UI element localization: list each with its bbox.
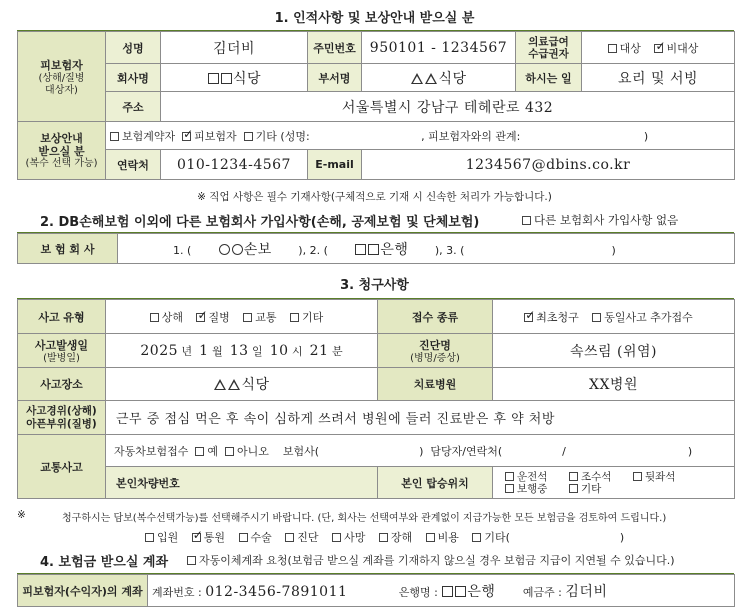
job-label: 하시는 일: [516, 64, 582, 92]
accident-date-field[interactable]: 2025 년 1 월 13 일 10 시 21 분: [106, 334, 378, 368]
account-holder-field[interactable]: 김더비: [565, 583, 608, 600]
account-table: [17, 574, 735, 607]
traffic-accident-label: 교통사고: [18, 435, 106, 499]
plate-label: 본인차량번호: [106, 467, 378, 499]
job-field[interactable]: 요리 및 서빙: [582, 64, 735, 92]
type-other-checkbox[interactable]: [290, 313, 299, 322]
accident-place-label: 사고장소: [18, 368, 106, 401]
auto-yes-checkbox[interactable]: [195, 447, 204, 456]
coverage-other-checkbox[interactable]: [472, 533, 481, 542]
name-field[interactable]: 김더비: [161, 32, 308, 64]
auto-insurance-row: 자동차보험접수 예 아니오 보험사( ) 담당자/연락처( / ): [106, 435, 735, 467]
name-label: 성명: [106, 32, 161, 64]
accident-place-field[interactable]: 식당: [106, 368, 378, 401]
seat-options: 운전석 조수석 뒷좌석 보행중 기타: [493, 467, 735, 499]
hospital-label: 치료병원: [378, 368, 493, 401]
receipt-additional-checkbox[interactable]: [592, 313, 601, 322]
dept-label: 부서명: [308, 64, 362, 92]
medaid-no-checkbox[interactable]: [654, 44, 663, 53]
email-field[interactable]: 1234567@dbins.co.kr: [362, 150, 735, 180]
other-insurer-table: [17, 233, 735, 264]
auto-no-checkbox[interactable]: [225, 447, 234, 456]
seat-passenger-checkbox[interactable]: [569, 472, 578, 481]
dept-field[interactable]: 식당: [362, 64, 516, 92]
section1-title: 1. 인적사항 및 보상안내 받으실 분: [274, 11, 475, 26]
account-fields: 계좌번호 : 012-3456-7891011 은행명 : 은행 예금주 : 김더비: [148, 575, 735, 607]
job-note: ※ 직업 사항은 필수 기재사항(구체적으로 기재 시 신속한 처리가 가능합니다.): [197, 191, 552, 203]
accident-desc-field[interactable]: 근무 중 점심 먹은 후 속이 심하게 쓰려서 병원에 들러 진료받은 후 약 처방: [106, 401, 735, 435]
company-field[interactable]: 식당: [161, 64, 308, 92]
section3-title: 3. 청구사항: [340, 278, 409, 293]
address-label: 주소: [106, 92, 161, 122]
coverage-inpatient-checkbox[interactable]: [145, 533, 154, 542]
coverage-death-checkbox[interactable]: [332, 533, 341, 542]
coverage-expense-checkbox[interactable]: [426, 533, 435, 542]
phone-label: 연락처: [106, 150, 161, 180]
accident-desc-label: 사고경위(상해) 아픈부위(질병): [18, 401, 106, 435]
phone-field[interactable]: 010-1234-4567: [161, 150, 308, 180]
claim-note: 청구하시는 담보(복수선택가능)를 선택해주시기 바랍니다. (단, 회사는 선택여부와 관계없이 지급가능한 모든 보험금을 검토하여 드립니다.): [62, 513, 667, 524]
coverage-diagnosis-checkbox[interactable]: [285, 533, 294, 542]
company-label: 회사명: [106, 64, 161, 92]
seat-label: 본인 탑승위치: [378, 467, 493, 499]
coverage-options: 입원 ✓ 통원 수술 진단 사망 장해 비용 기타( ): [145, 529, 624, 545]
seat-other-checkbox[interactable]: [569, 484, 578, 493]
account-number-field[interactable]: 012-3456-7891011: [205, 583, 348, 600]
account-row-label: 피보험자(수익자)의 계좌: [18, 575, 148, 607]
seat-driver-checkbox[interactable]: [505, 472, 514, 481]
rrn-label: 주민번호: [308, 32, 362, 64]
section4-title: 4. 보험금 받으실 계좌: [40, 555, 169, 570]
type-disease-checkbox[interactable]: [196, 313, 205, 322]
rrn-field[interactable]: 950101 - 1234567: [362, 32, 516, 64]
coverage-surgery-checkbox[interactable]: [239, 533, 248, 542]
claim-mark: ※: [17, 509, 26, 521]
insurer-fields[interactable]: 1. ( 손보 ), 2. ( 은행 ), 3. ( ): [118, 234, 735, 264]
medaid-options: 대상 ✓ 비대상: [582, 32, 735, 64]
no-other-insurer-option: 다른 보험회사 가입사항 없음: [522, 212, 678, 228]
auto-transfer-checkbox[interactable]: [187, 556, 196, 565]
claim-table: [17, 299, 735, 499]
guide-other-checkbox[interactable]: [244, 132, 253, 141]
coverage-disability-checkbox[interactable]: [379, 533, 388, 542]
seat-back-checkbox[interactable]: [633, 472, 642, 481]
receipt-type-options: ✓ 최초청구 동일사고 추가접수: [493, 300, 735, 334]
receipt-type-label: 접수 종류: [378, 300, 493, 334]
medaid-label: 의료급여 수급권자: [516, 32, 582, 64]
medaid-yes-checkbox[interactable]: [608, 44, 617, 53]
address-field[interactable]: 서울특별시 강남구 테헤란로 432: [161, 92, 735, 122]
guide-options: 보험계약자 ✓ 피보험자 기타 (성명: , 피보험자와의 관계: ): [106, 122, 735, 150]
insurer-row-label: 보 험 회 사: [18, 234, 118, 264]
bank-name-field[interactable]: 은행: [441, 581, 519, 601]
guide-contractor-checkbox[interactable]: [110, 132, 119, 141]
seat-pedestrian-checkbox[interactable]: [505, 484, 514, 493]
no-other-insurer-checkbox[interactable]: [522, 216, 531, 225]
diagnosis-label: 진단명 (병명/증상): [378, 334, 493, 368]
diagnosis-field[interactable]: 속쓰림 (위염): [493, 334, 735, 368]
coverage-outpatient-checkbox[interactable]: [192, 533, 201, 542]
accident-type-label: 사고 유형: [18, 300, 106, 334]
email-label: E-mail: [308, 150, 362, 180]
guide-label: 보상안내 받으실 분 (복수 선택 가능): [18, 122, 106, 180]
receipt-first-checkbox[interactable]: [524, 313, 533, 322]
section2-title: 2. DB손해보험 이외에 다른 보험회사 가입사항(손해, 공제보험 및 단체보험): [40, 215, 480, 230]
auto-transfer-option: 자동이체계좌 요청(보험금 받으실 계좌를 기재하지 않으실 경우 보험금 지급이 지연될 수 있습니다.): [187, 552, 675, 568]
accident-date-label: 사고발생일 (발병일): [18, 334, 106, 368]
guide-insured-checkbox[interactable]: [182, 132, 191, 141]
type-traffic-checkbox[interactable]: [243, 313, 252, 322]
type-injury-checkbox[interactable]: [150, 313, 159, 322]
hospital-field[interactable]: XX병원: [493, 368, 735, 401]
insured-label: 피보험자 (상해/질병 대상자): [18, 32, 106, 122]
personal-info-table: [17, 31, 735, 180]
accident-type-options: 상해 ✓ 질병 교통 기타: [106, 300, 378, 334]
